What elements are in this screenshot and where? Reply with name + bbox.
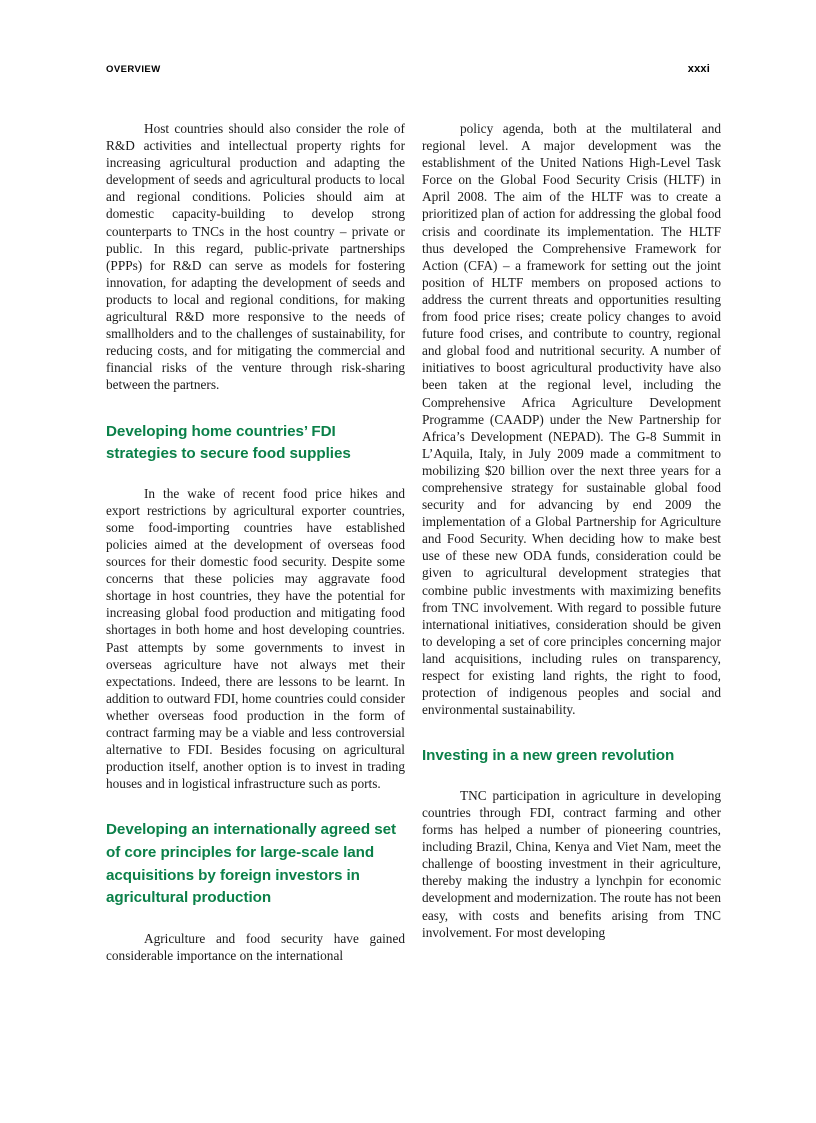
heading-new-green-revolution: Investing in a new green revolution bbox=[422, 747, 675, 765]
spacer bbox=[422, 718, 721, 745]
para-policy-agenda-hltf: policy agenda, both at the multilateral and regional level. A major development was the establishment of the United Nations High-Level Task Force on the Global Food Security Crisis (HLTF) in April 2008. The aim of the HLTF was to create a prioritized plan of action for addressing the global food crisis and coordinate its implementation. The HLTF thus developed the Comprehensive Framework for Action (CFA) – a framework for setting out the joint position of HLTF members on proposed actions to address the current threats and opportunities resulting from food price rises; create policy changes to avoid future food crises, and contribute to country, regional and global food and nutritional security. A number of initiatives to boost agricultural productivity have also been taken at the regional level, including the Comprehensive Africa Agriculture Development Programme (CAADP) under the New Partnership for Africa’s Development (NEPAD). The G-8 Summit in L’Aquila, Italy, in July 2009 made a commitment to mobilizing $20 billion over the next three years for a comprehensive strategy for sustainable global food security and for advancing by end 2009 the implementation of a Global Partnership for Agriculture and Food Security. When deciding how to make best use of these new ODA funds, consideration could be given to agricultural development strategies that combine public investments with maximizing benefits from TNC involvement. With regard to possible future international initiatives, consideration should be given to developing a set of core principles concerning major land acquisitions, including rules on transparency, respect for existing land rights, the right to food, protection of indigenous peoples and social and environmental sustainability. bbox=[422, 121, 721, 718]
column-left bbox=[106, 120, 405, 1020]
running-header bbox=[106, 63, 710, 75]
heading-home-country-fdi: Developing home countries’ FDI strategies to secure food supplies bbox=[106, 422, 351, 463]
spacer bbox=[106, 792, 405, 819]
running-header-section-label: OVERVIEW bbox=[106, 64, 161, 75]
page-number: xxxi bbox=[687, 63, 710, 75]
spacer bbox=[106, 466, 405, 485]
para-tnc-participation: TNC participation in agriculture in developing countries through FDI, contract farming and other forms has helped a number of pioneering countries, including Brazil, China, Kenya and Viet Nam, meet the challenge of boosting investment in their agriculture, thereby making the industry a lynchpin for economic development and modernization. The route has not been easy, with costs and benefits arising from TNC involvement. For most developing bbox=[422, 787, 721, 940]
spacer bbox=[106, 394, 405, 421]
column-right bbox=[422, 120, 721, 1020]
spacer bbox=[422, 768, 721, 787]
para-food-price-hikes: In the wake of recent food price hikes and export restrictions by agricultural exporter countries, some food-importing countries have established policies aimed at the development of overseas food sources for their domestic food security. Despite some concerns that these policies may aggravate food shortage in host countries, they have the potential for increasing global food production and mitigating food shortages in both home and host developing countries. Past attempts by some governments to invest in overseas agriculture have not always met their expectations. Indeed, there are lessons to be learnt. In addition to outward FDI, home countries could consider whether overseas food production in the form of contract farming may be a viable and less controversial alternative to FDI. Besides focusing on agricultural production itself, another option is to invest in trading houses and in logistical infrastructure such as ports. bbox=[106, 485, 405, 792]
spacer bbox=[106, 910, 405, 930]
para-agriculture-food-security: Agriculture and food security have gained considerable importance on the international bbox=[106, 930, 405, 963]
two-column-body bbox=[106, 120, 721, 1020]
heading-core-principles-land: Developing an internationally agreed set of core principles for large-scale land acquisitions by foreign investors in agricultural production bbox=[106, 821, 397, 907]
para-host-countries-rd: Host countries should also consider the role of R&D activities and intellectual property rights for increasing agricultural production and adapting the development of seeds and agricultural products to local and regional conditions. Policies should aim at domestic capacity-building to develop strong counterparts to TNCs in the host country – private or public. In this regard, public-private partnerships (PPPs) for R&D can serve as models for fostering innovation, for adapting the development of seeds and products to local and regional conditions, for making agricultural R&D more responsive to the needs of smallholders and to the challenges of sustainability, for reducing costs, and for mitigating the commercial and financial risks of the venture through risk-sharing between the partners. bbox=[106, 121, 405, 393]
